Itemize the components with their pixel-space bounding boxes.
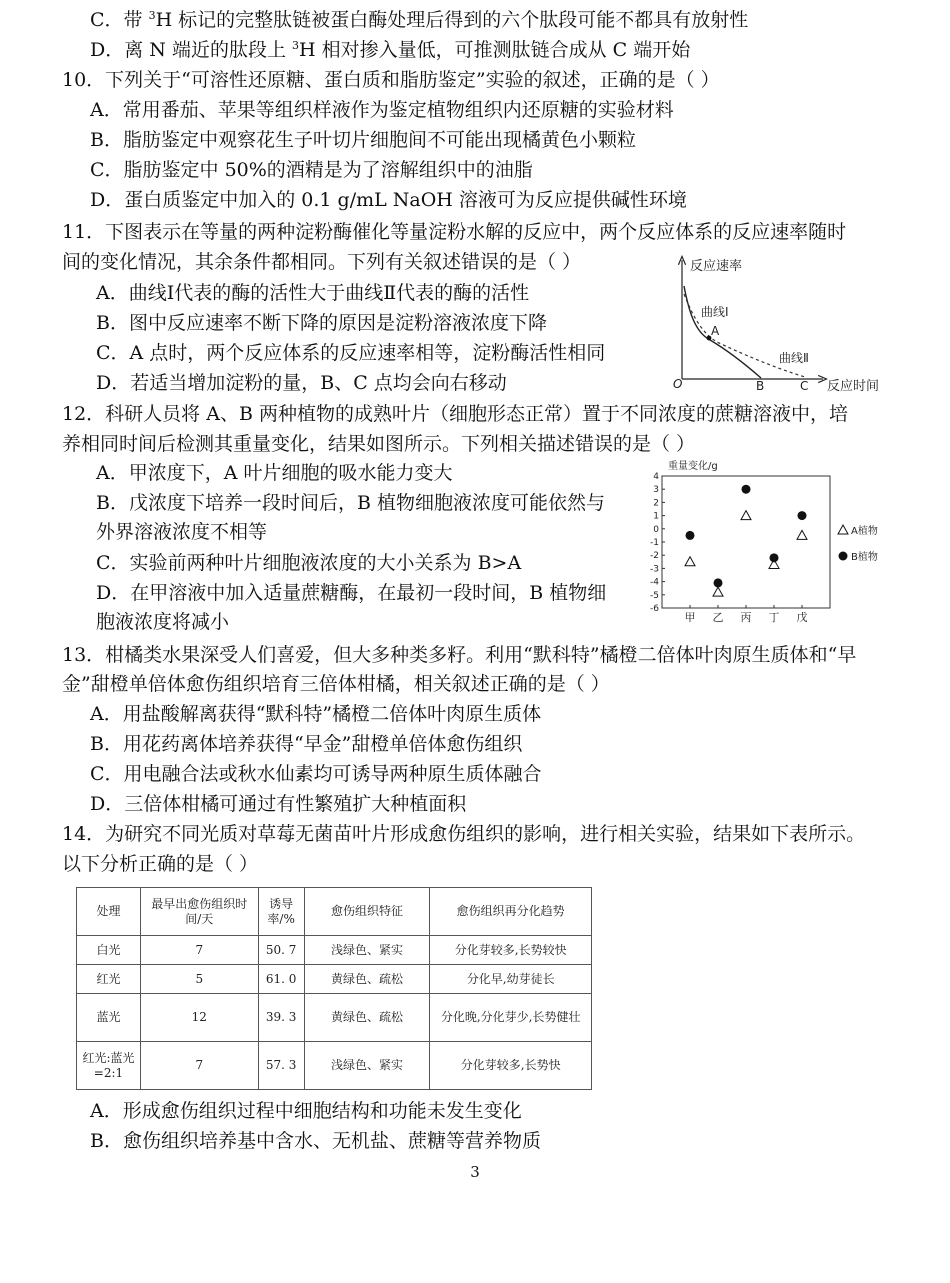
table-cell: 分化早,幼芽徒长	[430, 965, 592, 994]
q11-x-label: 反应时间	[827, 379, 880, 394]
chart-frame	[662, 476, 830, 608]
table-header-cell: 诱导率/%	[258, 888, 304, 936]
table-cell: 12	[140, 994, 258, 1042]
q12-option-d-line1: D．在甲溶液中加入适量蔗糖酶，在最初一段时间，B 植物细	[96, 582, 607, 604]
q10-option-d: D．蛋白质鉴定中加入的 0.1 g/mL NaOH 溶液可为反应提供碱性环境	[90, 189, 687, 211]
y-tick-label: -3	[650, 564, 659, 575]
table-cell: 浅绿色、紧实	[304, 1042, 430, 1090]
table-cell: 分化芽较多,长势较快	[430, 936, 592, 965]
q11-option-c: C．A 点时，两个反应体系的反应速率相等，淀粉酶活性相同	[96, 342, 606, 364]
table-header-row	[77, 888, 592, 936]
q11-stem-line2: 间的变化情况，其余条件都相同。下列有关叙述错误的是（ ）	[62, 251, 582, 273]
q11-option-b: B．图中反应速率不断下降的原因是淀粉溶液浓度下降	[96, 312, 547, 334]
table-cell: 蓝光	[77, 994, 141, 1042]
q12-stem-line1: 12．科研人员将 A、B 两种植物的成熟叶片（细胞形态正常）置于不同浓度的蔗糖溶液中，培	[62, 403, 848, 425]
table-row	[77, 1042, 592, 1090]
table-cell: 7	[140, 1042, 258, 1090]
q10-stem: 10．下列关于“可溶性还原糖、蛋白质和脂肪鉴定”实验的叙述，正确的是（ ）	[62, 69, 720, 91]
q13-option-a: A．用盐酸解离获得“默科特”橘橙二倍体叶肉原生质体	[90, 703, 542, 725]
table-row	[77, 965, 592, 994]
table-cell: 分化晚,分化芽少,长势健壮	[430, 994, 592, 1042]
q12-chart-ylabel: 重量变化/g	[668, 461, 718, 472]
legend-label-a: A植物	[851, 526, 878, 537]
q12-option-b-line1: B．戊浓度下培养一段时间后，B 植物细胞液浓度可能依然与	[96, 492, 605, 514]
q10-option-b: B．脂肪鉴定中观察花生子叶切片细胞间不可能出现橘黄色小颗粒	[90, 129, 636, 151]
data-point-b-plant	[714, 578, 723, 587]
q12-weight-change-chart	[640, 458, 900, 628]
table-cell: 白光	[77, 936, 141, 965]
y-tick-label: 4	[653, 472, 659, 482]
q11-point-c-label: C	[800, 379, 809, 393]
q14-option-a: A．形成愈伤组织过程中细胞结构和功能未发生变化	[90, 1100, 522, 1122]
y-tick-label: 1	[653, 511, 659, 522]
q11-curve-2-label: 曲线Ⅱ	[779, 351, 809, 365]
table-cell: 分化芽较多,长势快	[430, 1042, 592, 1090]
q11-option-a: A．曲线Ⅰ代表的酶的活性大于曲线Ⅱ代表的酶的活性	[96, 282, 530, 304]
y-tick-label: 0	[653, 524, 659, 535]
q14-option-b: B．愈伤组织培养基中含水、无机盐、蔗糖等营养物质	[90, 1130, 541, 1152]
q11-origin-label: O	[673, 377, 683, 391]
q12-stem-line2: 养相同时间后检测其重量变化，结果如图所示。下列相关描述错误的是（ ）	[62, 433, 696, 455]
table-header-cell: 愈伤组织特征	[304, 888, 430, 936]
page-number: 3	[470, 1163, 480, 1181]
y-tick-label: -6	[650, 604, 659, 614]
legend-circle-icon	[839, 552, 848, 561]
legend-triangle-icon	[838, 525, 848, 534]
q13-option-b: B．用花药离体培养获得“早金”甜橙单倍体愈伤组织	[90, 733, 523, 755]
q11-curve-1	[684, 286, 761, 378]
x-tick-label: 戊	[796, 611, 808, 624]
data-point-a-plant	[713, 587, 723, 596]
table-cell: 7	[140, 936, 258, 965]
q10-option-c: C．脂肪鉴定中 50%的酒精是为了溶解组织中的油脂	[90, 159, 533, 181]
data-point-b-plant	[798, 511, 807, 520]
table-header-cell: 愈伤组织再分化趋势	[430, 888, 592, 936]
table-cell: 50. 7	[258, 936, 304, 965]
x-tick-label: 丙	[740, 611, 752, 624]
data-point-b-plant	[686, 531, 695, 540]
table-header-cell: 处理	[77, 888, 141, 936]
table-cell: 黄绿色、疏松	[304, 965, 430, 994]
q11-point-a-label: A	[711, 324, 720, 338]
q12-option-c: C．实验前两种叶片细胞液浓度的大小关系为 B>A	[96, 552, 522, 574]
y-tick-label: -5	[650, 590, 659, 601]
q14-stem-line2: 以下分析正确的是（ ）	[62, 853, 259, 875]
x-tick-label: 甲	[684, 611, 696, 624]
data-point-a-plant	[741, 511, 751, 520]
table-cell: 红光	[77, 965, 141, 994]
table-row	[77, 936, 592, 965]
table-cell: 浅绿色、紧实	[304, 936, 430, 965]
table-cell: 39. 3	[258, 994, 304, 1042]
q9-option-d: D．离 N 端近的肽段上 $^3$H 相对掺入量低，可推测肽链合成从 C 端开始	[90, 39, 691, 61]
table-row	[77, 994, 592, 1042]
y-tick-label: 3	[653, 485, 659, 496]
q13-stem-line1: 13．柑橘类水果深受人们喜爱，但大多种类多籽。利用“默科特”橘橙二倍体叶肉原生质体和“早	[62, 644, 857, 666]
q11-rate-figure	[665, 252, 895, 397]
table-cell: 红光:蓝光=2:1	[77, 1042, 141, 1090]
data-point-a-plant	[797, 530, 807, 539]
table-cell: 61. 0	[258, 965, 304, 994]
data-point-b-plant	[742, 485, 751, 494]
x-tick-label: 丁	[768, 611, 780, 624]
q13-option-c: C．用电融合法或秋水仙素均可诱导两种原生质体融合	[90, 763, 542, 785]
q12-option-a: A．甲浓度下，A 叶片细胞的吸水能力变大	[96, 462, 453, 484]
y-tick-label: -4	[650, 577, 659, 588]
q13-stem-line2: 金”甜橙单倍体愈伤组织培育三倍体柑橘，相关叙述正确的是（ ）	[62, 673, 610, 695]
q10-option-a: A．常用番茄、苹果等组织样液作为鉴定植物组织内还原糖的实验材料	[90, 99, 674, 121]
table-cell: 57. 3	[258, 1042, 304, 1090]
x-tick-label: 乙	[712, 611, 724, 624]
q13-option-d: D．三倍体柑橘可通过有性繁殖扩大种植面积	[90, 793, 467, 815]
legend-label-b: B植物	[851, 552, 878, 563]
y-tick-label: -2	[650, 551, 659, 562]
table-header-cell: 最早出愈伤组织时间/天	[140, 888, 258, 936]
table-cell: 5	[140, 965, 258, 994]
q11-option-d: D．若适当增加淀粉的量，B、C 点均会向右移动	[96, 372, 507, 394]
q11-y-label: 反应速率	[690, 259, 743, 274]
q14-results-table	[76, 887, 592, 1090]
data-point-b-plant	[770, 553, 779, 562]
data-point-a-plant	[685, 557, 695, 566]
table-cell: 黄绿色、疏松	[304, 994, 430, 1042]
q12-option-d-line2: 胞液浓度将减小	[96, 611, 230, 633]
q12-option-b-line2: 外界溶液浓度不相等	[96, 521, 268, 543]
q11-curve-1-label: 曲线Ⅰ	[701, 305, 729, 319]
y-tick-label: 2	[653, 498, 659, 509]
q9-option-c: C．带 $^3$H 标记的完整肽链被蛋白酶处理后得到的六个肽段可能不都具有放射性	[90, 9, 749, 31]
q11-stem-line1: 11．下图表示在等量的两种淀粉酶催化等量淀粉水解的反应中，两个反应体系的反应速率随时	[62, 221, 847, 243]
y-tick-label: -1	[650, 538, 659, 548]
q14-stem-line1: 14．为研究不同光质对草莓无菌苗叶片形成愈伤组织的影响，进行相关实验，结果如下表所示。	[62, 823, 866, 845]
q11-point-b-label: B	[756, 379, 765, 393]
